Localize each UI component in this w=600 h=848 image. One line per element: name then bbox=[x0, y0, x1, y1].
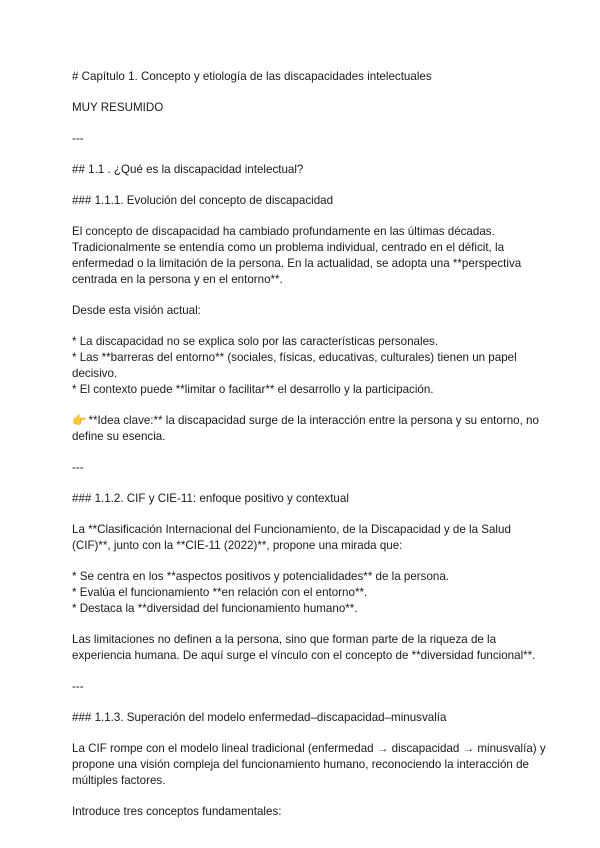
list-item: * Evalúa el funcionamiento **en relación con el entorno**. bbox=[72, 586, 368, 599]
paragraph-line: define su esencia. bbox=[72, 430, 166, 443]
list-item: * Las **barreras del entorno** (sociales, físicas, educativas, culturales) tienen un papel bbox=[72, 351, 517, 364]
chapter-heading: # Capítulo 1. Concepto y etiología de las discapacidades intelectuales bbox=[72, 70, 432, 83]
list-item-continued: decisivo. bbox=[72, 367, 118, 380]
list-item: * Destaca la **diversidad del funcionamiento humano**. bbox=[72, 602, 358, 615]
divider: --- bbox=[72, 132, 84, 145]
section-heading: ## 1.1 . ¿Qué es la discapacidad intelectual? bbox=[72, 163, 304, 176]
paragraph-line: La CIF rompe con el modelo lineal tradicional (enfermedad → discapacidad → minusvalía) y bbox=[72, 742, 546, 755]
key-idea-line bbox=[72, 413, 539, 429]
paragraph-line: propone una visión compleja del funcionamiento humano, reconociendo la interacción de bbox=[72, 758, 529, 771]
divider: --- bbox=[72, 680, 84, 693]
paragraph-line: El concepto de discapacidad ha cambiado profundamente en las últimas décadas. bbox=[72, 225, 495, 238]
key-idea-text: **Idea clave:** la discapacidad surge de la interacción entre la persona y su entorno, no bbox=[88, 414, 539, 427]
paragraph-line: Desde esta visión actual: bbox=[72, 304, 201, 317]
subsection-heading: ### 1.1.1. Evolución del concepto de discapacidad bbox=[72, 194, 334, 207]
paragraph-line: experiencia humana. De aquí surge el vínculo con el concepto de **diversidad funcional**. bbox=[72, 649, 536, 662]
paragraph-line: Tradicionalmente se entendía como un problema individual, centrado en el déficit, la bbox=[72, 241, 505, 254]
pointing-hand-icon: 👉 bbox=[72, 414, 87, 427]
paragraph-line: enfermedad o la limitación de la persona. En la actualidad, se adopta una **perspectiva bbox=[72, 257, 522, 270]
list-item: * La discapacidad no se explica solo por las características personales. bbox=[72, 335, 439, 348]
list-item: * El contexto puede **limitar o facilitar** el desarrollo y la participación. bbox=[72, 383, 434, 396]
subsection-heading: ### 1.1.2. CIF y CIE-11: enfoque positivo y contextual bbox=[72, 492, 349, 505]
paragraph-line: Introduce tres conceptos fundamentales: bbox=[72, 805, 282, 818]
paragraph-line: múltiples factores. bbox=[72, 774, 166, 787]
summary-label: MUY RESUMIDO bbox=[72, 101, 164, 114]
paragraph-line: (CIF)**, junto con la **CIE-11 (2022)**, propone una mirada que: bbox=[72, 539, 403, 552]
list-item: * Se centra en los **aspectos positivos y potencialidades** de la persona. bbox=[72, 570, 450, 583]
paragraph-line: Las limitaciones no definen a la persona, sino que forman parte de la riqueza de la bbox=[72, 633, 497, 646]
paragraph-line: La **Clasificación Internacional del Funcionamiento, de la Discapacidad y de la Salud bbox=[72, 523, 511, 536]
subsection-heading: ### 1.1.3. Superación del modelo enfermedad–discapacidad–minusvalía bbox=[72, 711, 447, 724]
paragraph-line: centrada en la persona y en el entorno**. bbox=[72, 273, 283, 286]
divider: --- bbox=[72, 461, 84, 474]
